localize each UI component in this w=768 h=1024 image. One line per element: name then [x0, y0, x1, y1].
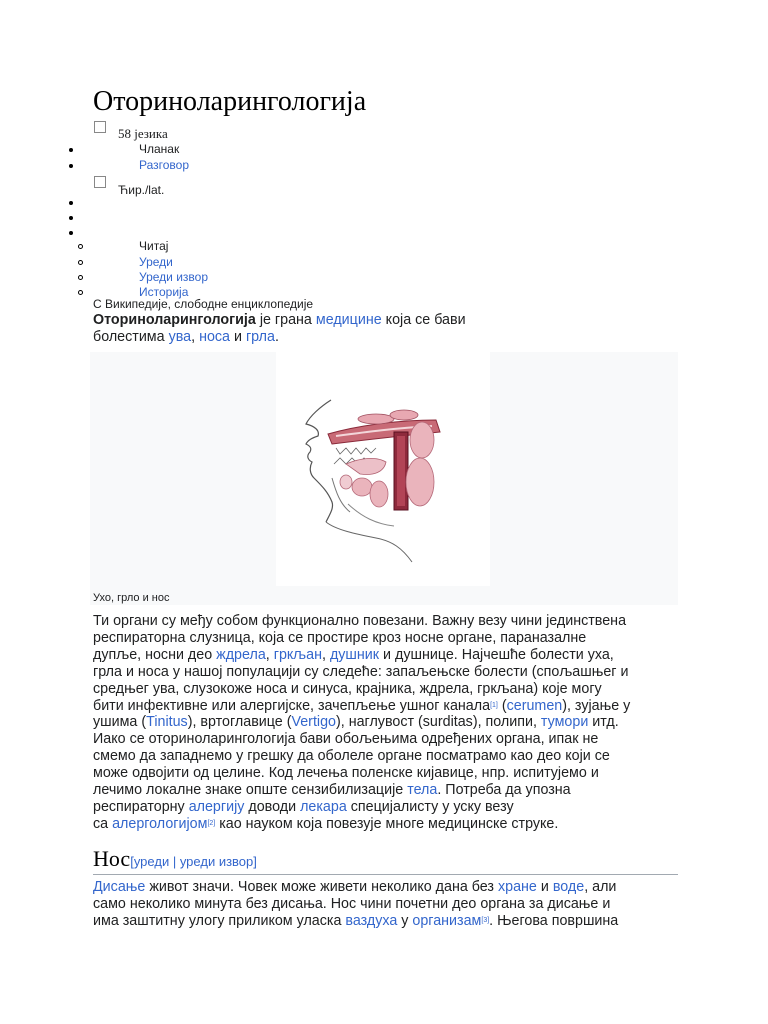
anatomy-image[interactable]: [276, 352, 490, 586]
article-subject: Оториноларингологија: [93, 312, 256, 328]
variant-selector[interactable]: Ћир./lat.: [118, 183, 165, 197]
reference-3[interactable]: [3]: [481, 916, 490, 924]
bullet-icon: [78, 275, 83, 280]
link-organism[interactable]: организам: [412, 912, 482, 929]
bullet-icon: [69, 231, 73, 235]
bullet-icon: [78, 260, 83, 265]
tab-read[interactable]: Читај: [139, 239, 169, 253]
tab-edit-source[interactable]: Уреди извор: [139, 270, 208, 284]
link-water[interactable]: воде: [552, 879, 585, 895]
figure-caption: Ухо, грло и нос: [93, 592, 170, 604]
link-allergology[interactable]: алергологијом: [112, 815, 208, 832]
figure: [90, 352, 678, 605]
link-medicine[interactable]: медицине: [315, 312, 382, 328]
reference-2[interactable]: [2]: [207, 819, 216, 827]
bullet-icon: [69, 201, 73, 205]
link-breathing[interactable]: Дисање: [93, 879, 146, 895]
language-count[interactable]: 58 језика: [118, 126, 168, 141]
link-pharynx[interactable]: ждрела: [216, 646, 266, 663]
bullet-icon: [69, 216, 73, 220]
link-tumors[interactable]: тумори: [540, 714, 589, 731]
link-air[interactable]: ваздуха: [345, 912, 398, 929]
variant-checkbox[interactable]: [94, 176, 106, 188]
tab-edit[interactable]: Уреди: [139, 255, 173, 269]
tab-talk[interactable]: Разговор: [139, 158, 190, 172]
link-ear[interactable]: ува: [168, 328, 192, 345]
section-heading-nose: Нос[уреди | уреди извор]: [93, 846, 257, 871]
link-cerumen[interactable]: cerumen: [506, 697, 563, 714]
tab-article[interactable]: Чланак: [139, 142, 180, 156]
bullet-icon: [78, 244, 83, 249]
link-food[interactable]: хране: [497, 879, 537, 895]
site-tagline: С Википедије, слободне енциклопедије: [93, 297, 314, 311]
bullet-icon: [78, 290, 83, 295]
link-tinitus[interactable]: Tinitus: [146, 714, 188, 731]
link-body[interactable]: тела: [407, 782, 438, 799]
link-trachea[interactable]: душник: [329, 646, 380, 663]
link-nose[interactable]: носа: [199, 328, 231, 345]
reference-1[interactable]: [1]: [490, 701, 498, 709]
section-divider: [93, 874, 678, 875]
language-checkbox[interactable]: [94, 121, 106, 133]
page-title: Оториноларингологија: [93, 86, 367, 117]
body-paragraph: Ти органи су међу собом функционално повезани. Важну везу чини јединствена респираторна слузница, која се простире кроз носне органе, параназалне дупље, носни део ждрела, гркљан, душник и душнице. Најчешће болести уха, грла и носа у нашој популацији су следеће: запаљењске болести (спољашњег и средњег ува, слузокоже носа и синуса, крајника, ждрела, гркљана) које могу бити инфективне или алергијске, зачепљење ушног канала[1] (cerumen), зујање у ушима (Tinitus), вртоглавице (Vertigo), наглувост (surditas), полипи, тумори итд. Иако се оториноларингологија бави обољењима одређених органа, ипак не смемо да западнемо у грешку да оболеле органе посматрамо као део који се може одвојити од целине. Код лечења поленске кијавице, нпр. испитујемо и лечимо локалне знаке опште сензибилизације тела. Потреба да упозна респираторну алергију доводи лекара специјалисту у уску везу са алергологијом[2] као науком која повезује многе медицинске струке.: [93, 613, 631, 832]
tab-history[interactable]: Историја: [139, 285, 189, 299]
link-doctor[interactable]: лекара: [300, 798, 347, 815]
link-throat[interactable]: грла: [245, 328, 275, 345]
bullet-icon: [69, 164, 73, 168]
section-edit-link[interactable]: уреди: [133, 854, 170, 869]
section-edit-source-link[interactable]: уреди извор: [179, 854, 254, 869]
intro-paragraph: Оториноларингологија је грана медицине која се бави болестима ува, носа и грла.: [93, 312, 466, 345]
bullet-icon: [69, 148, 73, 152]
ear-nose-throat-illustration: [276, 352, 490, 586]
link-vertigo[interactable]: Vertigo: [291, 714, 336, 731]
link-larynx[interactable]: гркљан: [273, 646, 322, 663]
link-allergy[interactable]: алергију: [188, 798, 245, 815]
nose-paragraph: Дисање живот значи. Човек може живети неколико дана без хране и воде, али само неколико минута без дисања. Нос чини почетни део органа за дисање и има заштитну улогу приликом уласка ваздуха у организам[3]. Његова површина: [93, 879, 619, 929]
